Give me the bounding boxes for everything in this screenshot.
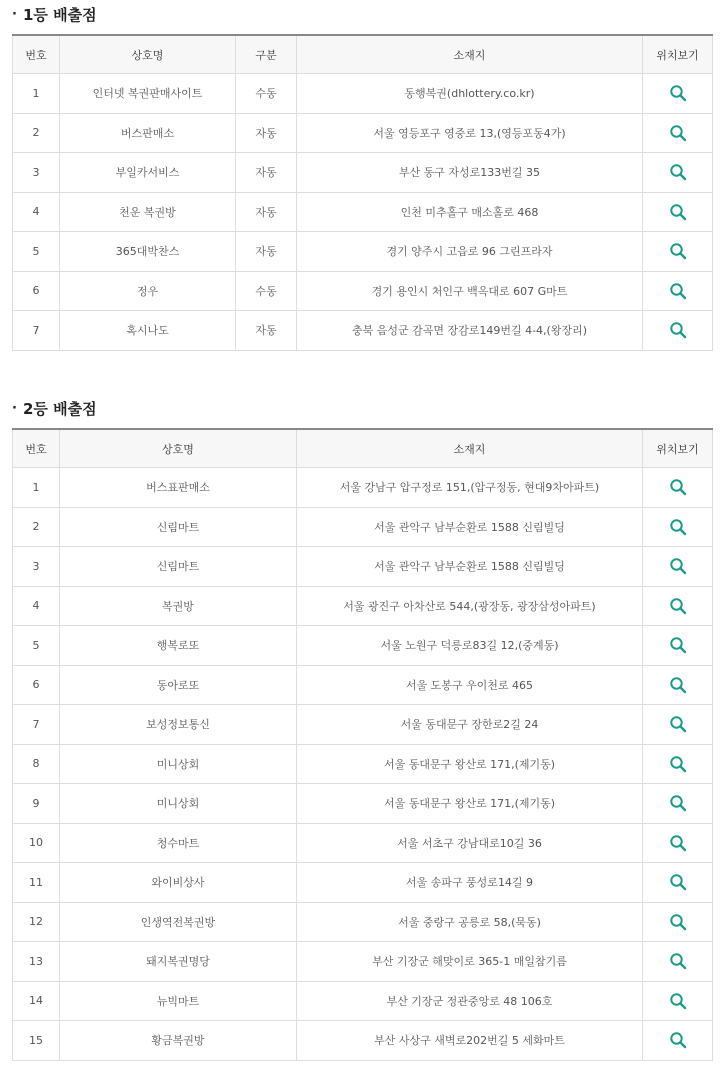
- col-header-store-name: 상호명: [60, 35, 236, 74]
- search-icon[interactable]: [669, 478, 687, 496]
- col-header-location: 위치보기: [643, 429, 713, 468]
- first-prize-section-title: [12, 4, 97, 25]
- store-name: 와이비상사: [60, 863, 297, 903]
- table-row: [13, 705, 713, 745]
- table-row: [13, 153, 713, 193]
- store-address: 서울 광진구 아차산로 544,(광장동, 광장삼성아파트): [297, 586, 643, 626]
- store-address: 서울 동대문구 왕산로 171,(제기동): [297, 784, 643, 824]
- search-icon[interactable]: [669, 124, 687, 142]
- col-header-number: 번호: [13, 429, 60, 468]
- search-icon[interactable]: [669, 755, 687, 773]
- store-name: 뉴빅마트: [60, 981, 297, 1021]
- table-row: [13, 113, 713, 153]
- store-name: 신림마트: [60, 507, 297, 547]
- search-icon[interactable]: [669, 676, 687, 694]
- location-cell: [643, 311, 713, 351]
- search-icon[interactable]: [669, 163, 687, 181]
- table-row: [13, 271, 713, 311]
- location-cell: [643, 705, 713, 745]
- store-address: 서울 동대문구 왕산로 171,(제기동): [297, 744, 643, 784]
- location-cell: [643, 744, 713, 784]
- location-cell: [643, 981, 713, 1021]
- row-number: 12: [13, 902, 60, 942]
- location-cell: [643, 271, 713, 311]
- store-name: 천운 복권방: [60, 192, 236, 232]
- search-icon[interactable]: [669, 282, 687, 300]
- store-address: 인천 미추홀구 매소홀로 468: [297, 192, 643, 232]
- search-icon[interactable]: [669, 242, 687, 260]
- second-prize-table: [12, 428, 713, 1061]
- location-cell: [643, 942, 713, 982]
- store-address: 서울 서초구 강남대로10길 36: [297, 823, 643, 863]
- row-number: 7: [13, 311, 60, 351]
- row-number: 9: [13, 784, 60, 824]
- search-icon[interactable]: [669, 913, 687, 931]
- search-icon[interactable]: [669, 636, 687, 654]
- row-number: 2: [13, 113, 60, 153]
- store-name: 부일카서비스: [60, 153, 236, 193]
- first-prize-table: [12, 34, 713, 351]
- store-address: 경기 용인시 처인구 백옥대로 607 G마트: [297, 271, 643, 311]
- store-address: 부산 동구 자성로133번길 35: [297, 153, 643, 193]
- table-row: [13, 981, 713, 1021]
- store-address: 부산 기장군 해맞이로 365-1 매일참기름: [297, 942, 643, 982]
- table-row: [13, 232, 713, 272]
- location-cell: [643, 626, 713, 666]
- search-icon[interactable]: [669, 203, 687, 221]
- search-icon[interactable]: [669, 1031, 687, 1049]
- store-address: 충북 음성군 감곡면 장감로149번길 4-4,(왕장리): [297, 311, 643, 351]
- store-address: 서울 노원구 덕릉로83길 12,(중계동): [297, 626, 643, 666]
- second-prize-title: 2등 배출점: [22, 400, 97, 418]
- location-cell: [643, 823, 713, 863]
- store-name: 버스판매소: [60, 113, 236, 153]
- table-row: [13, 586, 713, 626]
- purchase-type: 수동: [236, 271, 297, 311]
- location-cell: [643, 192, 713, 232]
- purchase-type: 자동: [236, 311, 297, 351]
- table-header-row: [13, 35, 713, 74]
- store-name: 인생역전복권방: [60, 902, 297, 942]
- location-cell: [643, 507, 713, 547]
- location-cell: [643, 1021, 713, 1061]
- purchase-type: 자동: [236, 192, 297, 232]
- bullet-icon: ·: [12, 7, 17, 22]
- table-row: [13, 1021, 713, 1061]
- table-row: [13, 507, 713, 547]
- store-address: 부산 사상구 새벽로202번길 5 세화마트: [297, 1021, 643, 1061]
- store-address: 서울 동대문구 장한로2길 24: [297, 705, 643, 745]
- row-number: 7: [13, 705, 60, 745]
- store-name: 미니상회: [60, 784, 297, 824]
- search-icon[interactable]: [669, 715, 687, 733]
- col-header-number: 번호: [13, 35, 60, 74]
- location-cell: [643, 863, 713, 903]
- store-name: 인터넷 복권판매사이트: [60, 74, 236, 114]
- location-cell: [643, 665, 713, 705]
- location-cell: [643, 232, 713, 272]
- store-address: 서울 중랑구 공릉로 58,(묵동): [297, 902, 643, 942]
- table-header-row: [13, 429, 713, 468]
- table-row: [13, 784, 713, 824]
- purchase-type: 자동: [236, 113, 297, 153]
- store-name: 혹시나도: [60, 311, 236, 351]
- location-cell: [643, 586, 713, 626]
- store-address: 경기 양주시 고읍로 96 그린프라자: [297, 232, 643, 272]
- store-address: 서울 관악구 남부순환로 1588 신림빌딩: [297, 547, 643, 587]
- store-name: 동아로또: [60, 665, 297, 705]
- location-cell: [643, 113, 713, 153]
- store-name: 보성정보통신: [60, 705, 297, 745]
- second-prize-section-title: [12, 398, 97, 419]
- search-icon[interactable]: [669, 597, 687, 615]
- store-name: 황금복권방: [60, 1021, 297, 1061]
- store-address: 부산 기장군 정관중앙로 48 106호: [297, 981, 643, 1021]
- search-icon[interactable]: [669, 952, 687, 970]
- row-number: 15: [13, 1021, 60, 1061]
- store-name: 돼지복권명당: [60, 942, 297, 982]
- first-prize-title: 1등 배출점: [22, 6, 97, 24]
- col-header-type: 구분: [236, 35, 297, 74]
- location-cell: [643, 468, 713, 508]
- row-number: 5: [13, 626, 60, 666]
- location-cell: [643, 153, 713, 193]
- search-icon[interactable]: [669, 518, 687, 536]
- row-number: 4: [13, 192, 60, 232]
- purchase-type: 자동: [236, 232, 297, 272]
- store-address: 서울 강남구 압구정로 151,(압구정동, 현대9차아파트): [297, 468, 643, 508]
- table-row: [13, 192, 713, 232]
- row-number: 1: [13, 74, 60, 114]
- col-header-address: 소재지: [297, 429, 643, 468]
- search-icon[interactable]: [669, 794, 687, 812]
- table-row: [13, 74, 713, 114]
- store-name: 365대박찬스: [60, 232, 236, 272]
- location-cell: [643, 74, 713, 114]
- row-number: 13: [13, 942, 60, 982]
- location-cell: [643, 547, 713, 587]
- search-icon[interactable]: [669, 834, 687, 852]
- table-row: [13, 863, 713, 903]
- store-address: 서울 도봉구 우이천로 465: [297, 665, 643, 705]
- table-row: [13, 942, 713, 982]
- row-number: 6: [13, 271, 60, 311]
- row-number: 2: [13, 507, 60, 547]
- store-name: 신림마트: [60, 547, 297, 587]
- search-icon[interactable]: [669, 873, 687, 891]
- store-name: 미니상회: [60, 744, 297, 784]
- location-cell: [643, 784, 713, 824]
- row-number: 3: [13, 547, 60, 587]
- table-row: [13, 468, 713, 508]
- row-number: 10: [13, 823, 60, 863]
- store-name: 버스표판매소: [60, 468, 297, 508]
- store-address: 서울 송파구 풍성로14길 9: [297, 863, 643, 903]
- table-row: [13, 311, 713, 351]
- store-name: 청수마트: [60, 823, 297, 863]
- search-icon[interactable]: [669, 557, 687, 575]
- store-address: 동행복권(dhlottery.co.kr): [297, 74, 643, 114]
- row-number: 3: [13, 153, 60, 193]
- col-header-address: 소재지: [297, 35, 643, 74]
- store-name: 정우: [60, 271, 236, 311]
- row-number: 6: [13, 665, 60, 705]
- purchase-type: 자동: [236, 153, 297, 193]
- table-row: [13, 902, 713, 942]
- location-cell: [643, 902, 713, 942]
- col-header-location: 위치보기: [643, 35, 713, 74]
- row-number: 4: [13, 586, 60, 626]
- table-row: [13, 626, 713, 666]
- search-icon[interactable]: [669, 321, 687, 339]
- table-row: [13, 547, 713, 587]
- row-number: 8: [13, 744, 60, 784]
- row-number: 14: [13, 981, 60, 1021]
- search-icon[interactable]: [669, 992, 687, 1010]
- table-row: [13, 823, 713, 863]
- store-name: 행복로또: [60, 626, 297, 666]
- store-name: 복권방: [60, 586, 297, 626]
- table-row: [13, 744, 713, 784]
- store-address: 서울 영등포구 영중로 13,(영등포동4가): [297, 113, 643, 153]
- col-header-store-name: 상호명: [60, 429, 297, 468]
- row-number: 1: [13, 468, 60, 508]
- table-row: [13, 665, 713, 705]
- row-number: 5: [13, 232, 60, 272]
- search-icon[interactable]: [669, 84, 687, 102]
- bullet-icon: ·: [12, 401, 17, 416]
- row-number: 11: [13, 863, 60, 903]
- purchase-type: 수동: [236, 74, 297, 114]
- store-address: 서울 관악구 남부순환로 1588 신림빌딩: [297, 507, 643, 547]
